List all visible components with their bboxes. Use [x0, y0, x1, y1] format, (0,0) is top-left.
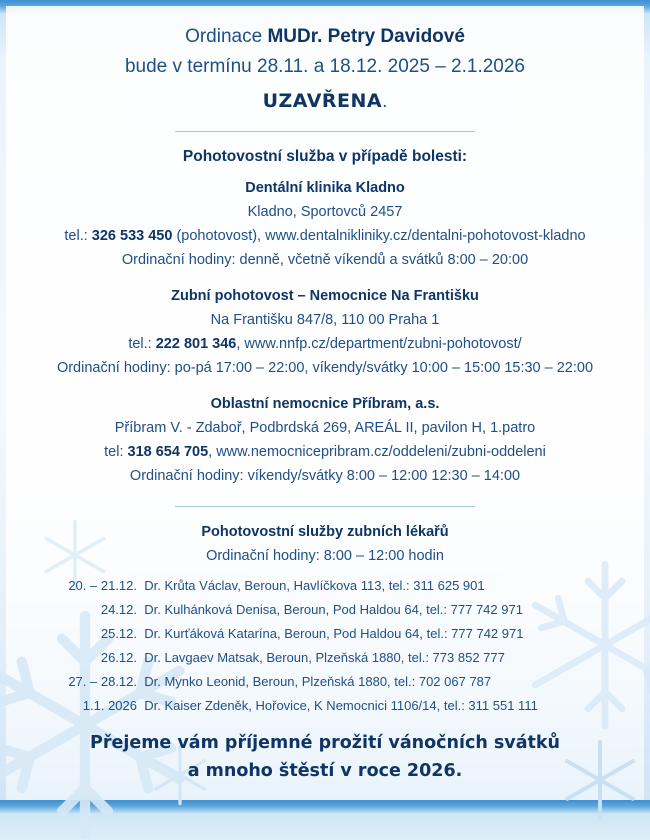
- phone-number[interactable]: 318 654 705: [127, 444, 209, 460]
- clinic-address: Na Františku 847/8, 110 00 Praha 1: [210, 312, 440, 328]
- schedule-row: 26.12. Dr. Lavgaev Matsak, Beroun, Plzeňská 1880, tel.: 773 852 777: [100, 650, 505, 665]
- schedule-row: 27. – 28.12. Dr. Mynko Leonid, Beroun, Plzeňská 1880, tel.: 702 067 787: [68, 674, 492, 689]
- schedule-row: 1.1. 2026 Dr. Kaiser Zdeněk, Hořovice, K Nemocnici 1106/14, tel.: 311 551 111: [82, 698, 538, 713]
- clinic-hours: Ordinační hodiny: po-pá 17:00 – 22:00, víkendy/svátky 10:00 – 15:00 15:30 – 22:00: [56, 360, 594, 376]
- clinic-contact: tel.: 326 533 450 (pohotovost), www.dentalnikliniky.cz/dentalni-pohotovost-kladno: [64, 228, 586, 244]
- website-link[interactable]: (pohotovost), www.dentalnikliniky.cz/dentalni-pohotovost-kladno: [172, 228, 586, 244]
- clinic-contact: tel.: 222 801 346, www.nnfp.cz/department/zubni-pohotovost/: [128, 336, 522, 352]
- dentists-hours: Ordinační hodiny: 8:00 – 12:00 hodin: [206, 548, 444, 564]
- holiday-wishes: Přejeme vám příjemné prožití vánočních svátků: [90, 733, 560, 753]
- closed-notice: UZAVŘENA.: [262, 90, 388, 112]
- divider: [175, 506, 475, 507]
- emergency-heading: Pohotovostní služba v případě bolesti:: [182, 148, 468, 165]
- clinic-name: Dentální klinika Kladno: [245, 180, 405, 196]
- clinic-contact: tel: 318 654 705, www.nemocnicepribram.cz/oddeleni/zubni-oddeleni: [104, 444, 546, 460]
- clinic-name: Oblastní nemocnice Příbram, a.s.: [210, 396, 440, 412]
- schedule-row: 20. – 21.12. Dr. Krůta Václav, Beroun, Havlíčkova 113, tel.: 311 625 901: [68, 578, 485, 593]
- website-link[interactable]: , www.nemocnicepribram.cz/oddeleni/zubni-oddeleni: [208, 444, 546, 460]
- clinic-name: Zubní pohotovost – Nemocnice Na Františku: [171, 288, 479, 304]
- clinic-address: Kladno, Sportovců 2457: [247, 204, 403, 220]
- holiday-wishes: a mnoho štěstí v roce 2026.: [187, 761, 463, 781]
- clinic-hours: Ordinační hodiny: víkendy/svátky 8:00 – 12:00 12:30 – 14:00: [129, 468, 521, 484]
- clinic-address: Příbram V. - Zdaboř, Podbrdská 269, AREÁL II, pavilon H, 1.patro: [114, 420, 536, 436]
- divider: [175, 131, 475, 132]
- phone-number[interactable]: 326 533 450: [91, 228, 173, 244]
- closure-dates: bude v termínu 28.11. a 18.12. 2025 – 2.1.2026: [124, 56, 525, 77]
- schedule-row: 24.12. Dr. Kulhánková Denisa, Beroun, Pod Haldou 64, tel.: 777 742 971: [100, 602, 523, 617]
- dentists-heading: Pohotovostní služby zubních lékařů: [201, 524, 449, 540]
- clinic-hours: Ordinační hodiny: denně, včetně víkendů a svátků 8:00 – 20:00: [121, 252, 529, 268]
- clinic-title: Ordinace MUDr. Petry Davidové: [185, 26, 465, 47]
- website-link[interactable]: , www.nnfp.cz/department/zubni-pohotovost/: [236, 336, 522, 352]
- phone-number[interactable]: 222 801 346: [155, 336, 237, 352]
- schedule-row: 25.12. Dr. Kurťáková Katarína, Beroun, Pod Haldou 64, tel.: 777 742 971: [100, 626, 524, 641]
